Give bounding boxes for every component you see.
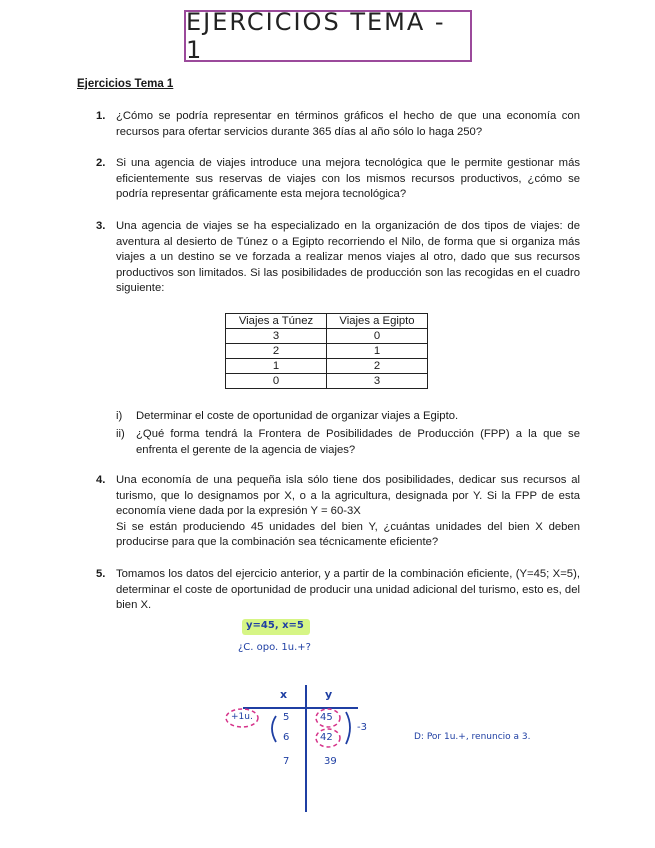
handwritten-combination: y=45, x=5 — [246, 620, 304, 631]
subquestion-label: i) — [116, 410, 123, 422]
table-cell: 0 — [327, 329, 428, 344]
subquestion-text: ¿Qué forma tendrá la Frontera de Posibilidades de Producción (FPP) a la que se enfrenta el gerente de la agencia de viajes? — [136, 428, 580, 456]
table-cell: 1 — [327, 344, 428, 359]
x-value: 7 — [283, 756, 290, 767]
table-cell: 2 — [327, 359, 428, 374]
exercise-text-continued: Si se están produciendo 45 unidades del bien Y, ¿cuántas unidades del bien X deben producirse para que la combinación sea técnicamente eficiente? — [116, 520, 580, 549]
exercise-text: ¿Cómo se podría representar en términos gráficos el hecho de que una economía con recursos para ofertar servicios durante 365 días al año sólo lo haga 250? — [116, 110, 580, 138]
plus-note: +1u. — [231, 712, 253, 722]
left-bracket — [272, 716, 276, 742]
exercise-number: 1. — [96, 110, 106, 122]
table-header: Viajes a Túnez — [226, 314, 327, 329]
table-cell: 3 — [327, 374, 428, 389]
exercise-text: Una agencia de viajes se ha especializado en la organización de dos tipos de viajes: de aventura al desierto de Túnez o a Egipto recorriendo el Nilo, de forma que si organiza más viajes a un destino se ve forzada a realizar menos viajes al otro, dado que sus recursos productivos son limitados. Si las posibilidades de producción son las recogidas en el cuadro siguiente: — [116, 220, 580, 295]
y-value: 39 — [324, 756, 337, 767]
exercise-text: Una economía de una pequeña isla sólo tiene dos posibilidades, dedicar sus recursos al turismo, que lo designamos por X, o a la agricultura, designada por Y. Si la FPP de esta economía viene dada por la expresión Y = 60-3X — [116, 474, 580, 518]
table-cell: 1 — [226, 359, 327, 374]
exercise-text: Si una agencia de viajes introduce una mejora tecnológica que le permite gestionar más eficientemente sus reservas de viajes con los mismos recursos productivos, ¿cómo se podría representar gráficamente esta mejora tecnológica? — [116, 157, 580, 201]
page-title: EJERCICIOS TEMA - 1 — [186, 8, 446, 64]
subquestion-label: ii) — [116, 428, 125, 440]
y-value: 45 — [320, 712, 333, 723]
table-cell: 0 — [226, 374, 327, 389]
handwritten-answer: D: Por 1u.+, renuncio a 3. — [414, 732, 531, 742]
section-heading: Ejercicios Tema 1 — [77, 78, 174, 90]
x-value: 6 — [283, 732, 290, 743]
right-bracket — [346, 712, 350, 744]
y-value: 42 — [320, 732, 333, 743]
handwritten-question: ¿C. opo. 1u.+? — [238, 642, 311, 653]
table-header: Viajes a Egipto — [327, 314, 428, 329]
minus-note: -3 — [357, 722, 367, 733]
subquestion-text: Determinar el coste de oportunidad de organizar viajes a Egipto. — [136, 410, 459, 422]
exercise-number: 2. — [96, 157, 106, 169]
column-y-label: y — [325, 688, 333, 701]
table-cell: 3 — [226, 329, 327, 344]
exercise-number: 5. — [96, 568, 106, 580]
x-value: 5 — [283, 712, 290, 723]
column-x-label: x — [280, 688, 288, 701]
exercise-number: 3. — [96, 220, 106, 232]
exercise-number: 4. — [96, 474, 106, 486]
table-cell: 2 — [226, 344, 327, 359]
exercise-text: Tomamos los datos del ejercicio anterior, y a partir de la combinación eficiente, (Y=45; X=5), determinar el coste de oportunidad de producir una unidad adicional del turismo, esto es, del bien X. — [116, 568, 580, 612]
